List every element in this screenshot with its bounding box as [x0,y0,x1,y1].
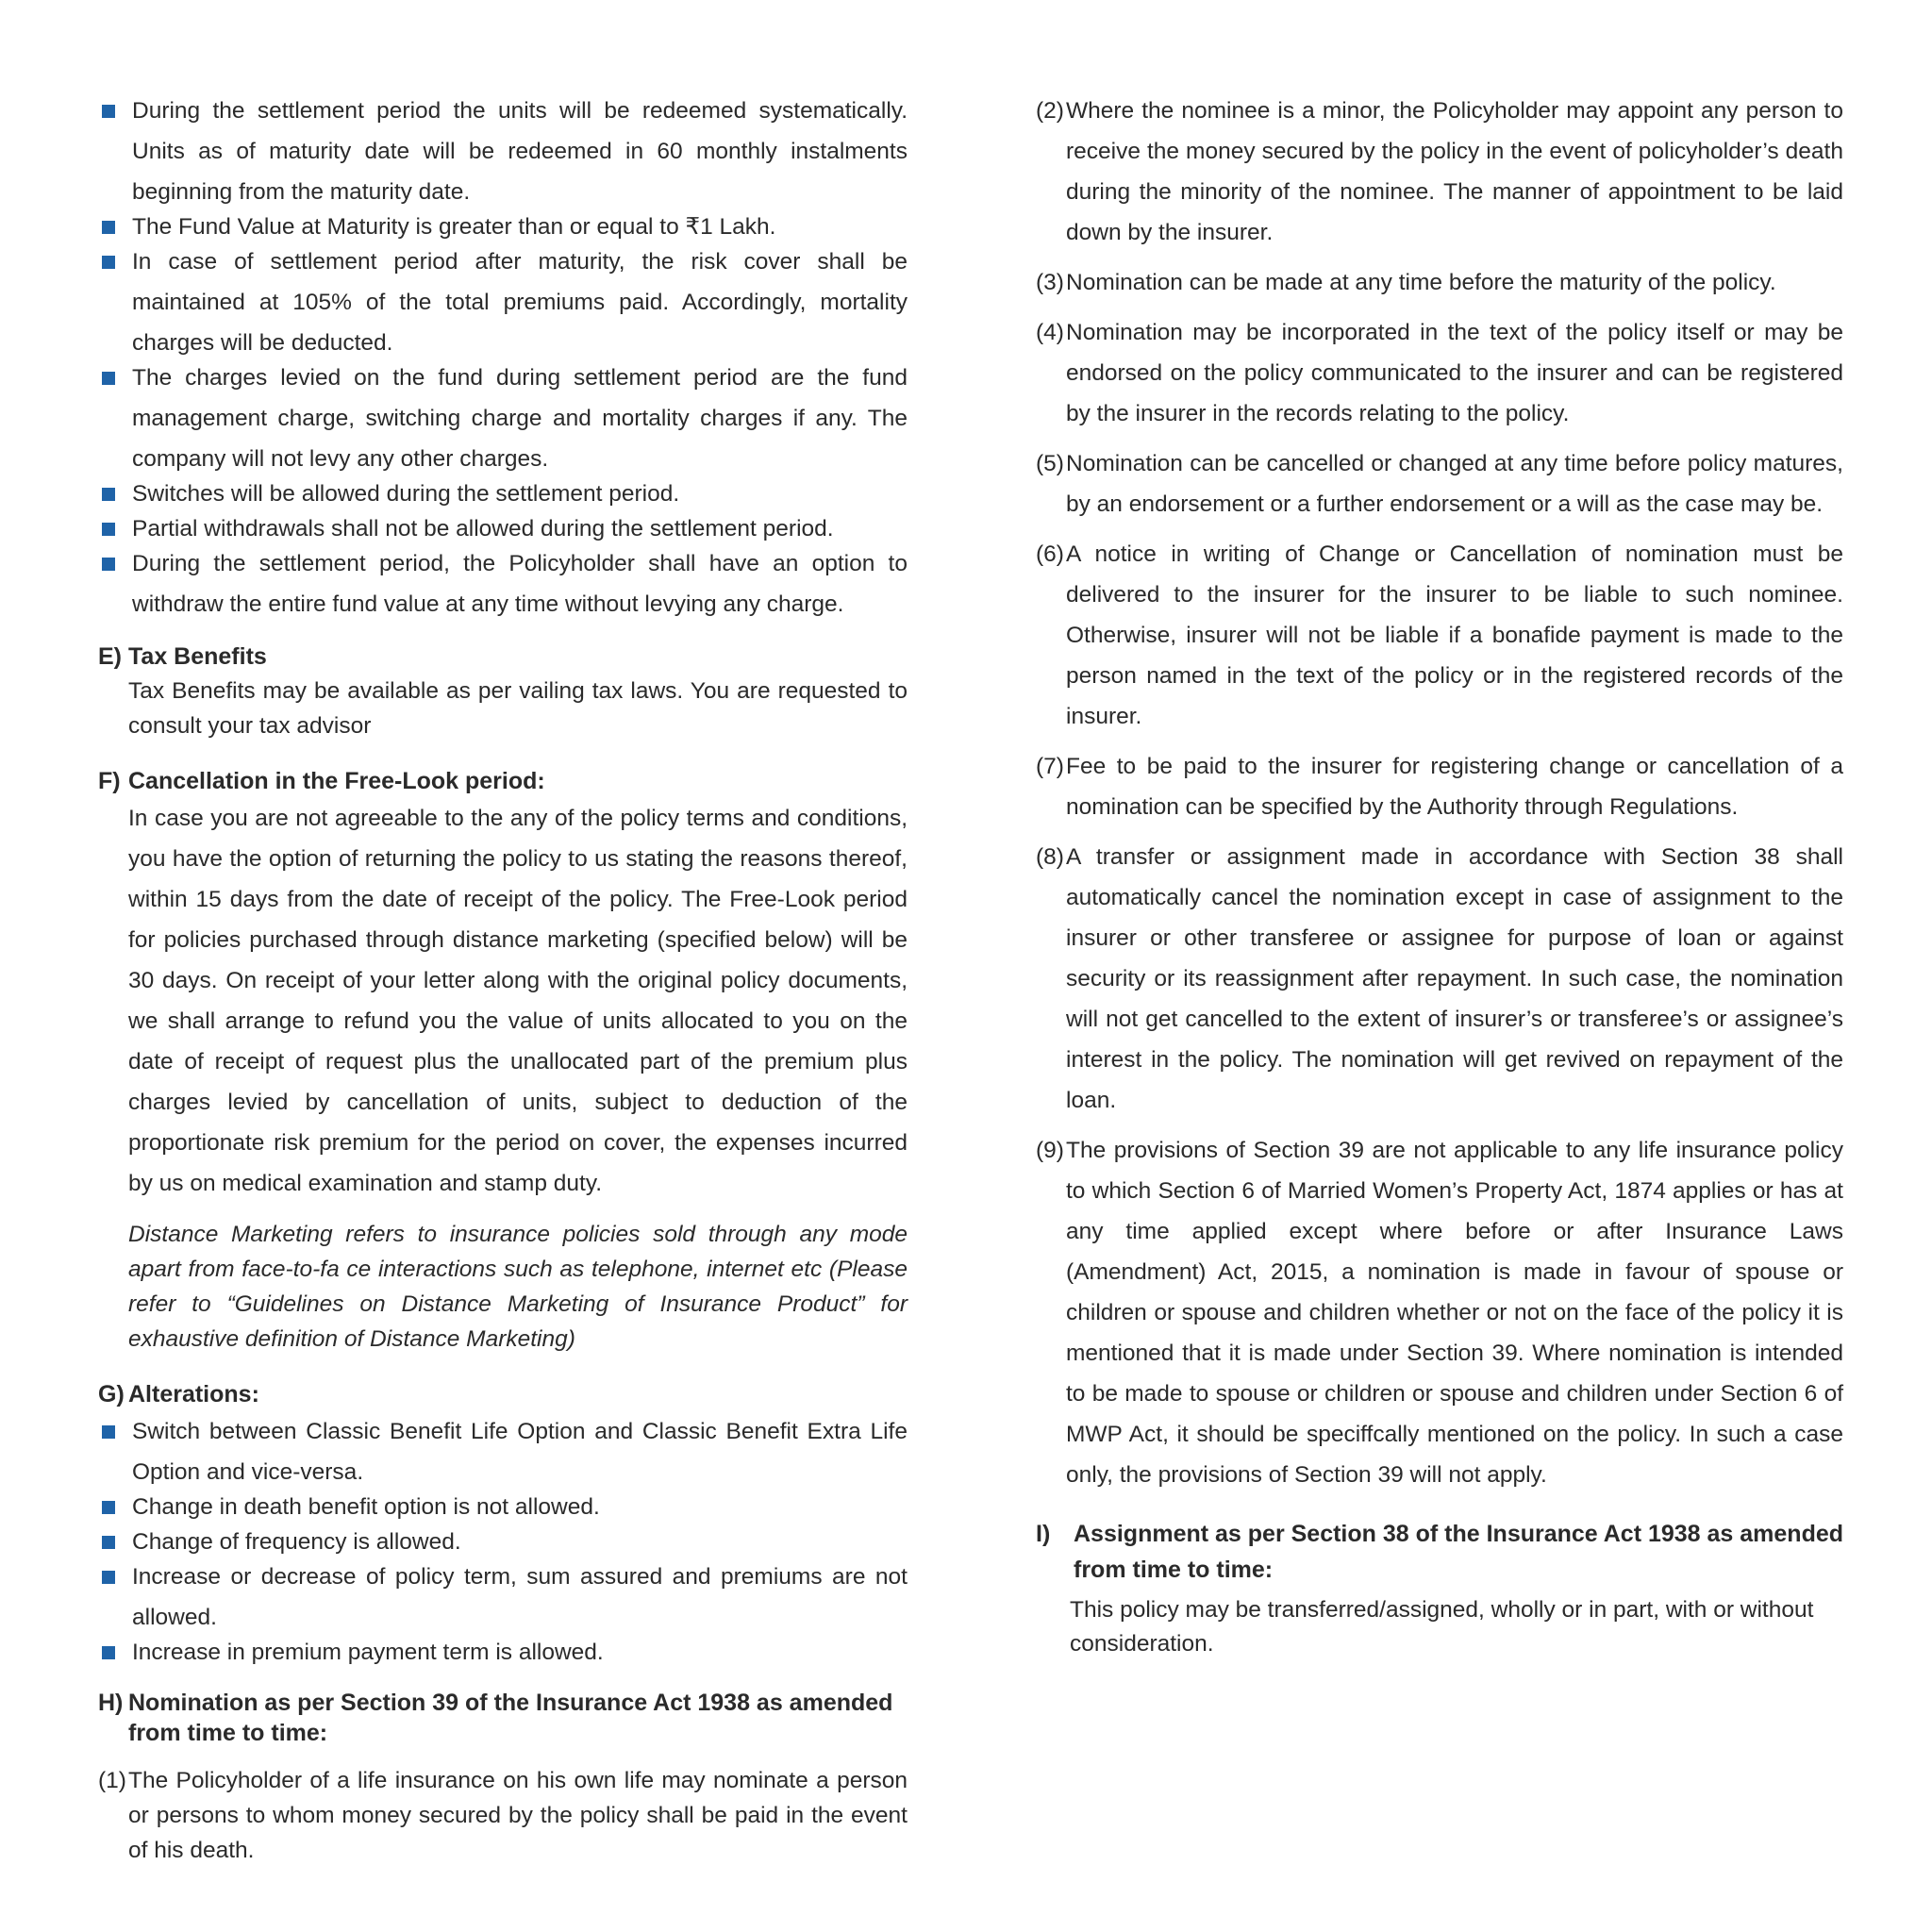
square-bullet-icon [102,558,115,571]
section-f-heading: F) Cancellation in the Free-Look period: [98,764,908,798]
alterations-bullet-list [98,1411,908,1673]
square-bullet-icon [102,1536,115,1549]
list-item: Switch between Classic Benefit Life Option and Classic Benefit Extra Life Option and vice-versa. [98,1411,908,1492]
section-i-heading: I) Assignment as per Section 38 of the Insurance Act 1938 as amended from time to time: [1036,1516,1874,1588]
section-f-body: In case you are not agreeable to the any of the policy terms and conditions, you have the option of returning the policy to us stating the reasons thereof, within 15 days from the date of receipt of the policy. The Free-Look period for policies purchased through distance marketing (specified below) will be 30 days. On receipt of your letter along with the original policy documents, we shall arrange to refund you the value of units allocated to you on the date of receipt of request plus the unallocated part of the premium plus charges levied by cancellation of units, subject to deduction of the proportionate risk premium for the period on cover, the expenses incurred by us on medical examination and stamp duty. [128,806,908,1196]
right-column [1036,91,1874,1661]
section-e-body: Tax Benefits may be available as per vailing tax laws. You are requested to consult your tax advisor [128,678,908,739]
section-i-title: Assignment as per Section 38 of the Insurance Act 1938 as amended from time to time: [1074,1521,1844,1583]
list-item: (6) A notice in writing of Change or Cancellation of nomination must be delivered to the insurer for the insurer to be liable to such nominee. Otherwise, insurer will not be liable if a bonafide payment is made to the person named in the text of the policy or in the registered records of the insurer. [1036,541,1843,729]
list-item: The Fund Value at Maturity is greater than or equal to ₹1 Lakh. [98,207,908,247]
list-item: (8) A transfer or assignment made in accordance with Section 38 shall automatically cancel the nomination except in case of assignment to the insurer or other transferee or assignee for purpose of loan or against security or its reassignment after repayment. In such case, the nomination will not get cancelled to the extent of insurer’s or transferee’s or assignee’s interest in the policy. The nomination will get revived on repayment of the loan. [1036,844,1843,1113]
square-bullet-icon [102,372,115,385]
section-f-title: Cancellation in the Free-Look period: [128,768,545,794]
list-item: Change of frequency is allowed. [98,1522,908,1562]
list-item: (9) The provisions of Section 39 are not applicable to any life insurance policy to which Section 6 of Married Women’s Property Act, 1874 applies or has at any time applied except where before or after Insurance Laws (Amendment) Act, 2015, a nomination is made in favour of spouse or children or spouse and children whether or not on the face of the policy it is mentioned that it is made under Section 39. Where nomination is intended to be made to spouse or children or spouse and children under Section 6 of MWP Act, it should be speciffcally mentioned on the policy. In such a case only, the provisions of Section 39 will not apply. [1036,1138,1843,1488]
square-bullet-icon [102,1571,115,1584]
distance-marketing-note: Distance Marketing refers to insurance policies sold through any mode apart from face-to-fa ce interactions such as telephone, internet etc (Please refer to “Guidelines on Distance Marketing of Insurance Product” for exhaustive definition of Distance Marketing) [128,1222,908,1352]
list-item: (7) Fee to be paid to the insurer for registering change or cancellation of a nomination can be specified by the Authority through Regulations. [1036,754,1843,820]
list-item: Change in death benefit option is not allowed. [98,1487,908,1527]
list-item: During the settlement period the units will be redeemed systematically. Units as of maturity date will be redeemed in 60 monthly instalments beginning from the maturity date. [98,91,908,212]
square-bullet-icon [102,105,115,118]
square-bullet-icon [102,221,115,234]
list-item: (4) Nomination may be incorporated in the text of the policy itself or may be endorsed on the policy communicated to the insurer and can be registered by the insurer in the records relating to the policy. [1036,320,1843,426]
square-bullet-icon [102,1425,115,1439]
list-item: (3) Nomination can be made at any time before the maturity of the policy. [1036,270,1776,295]
square-bullet-icon [102,488,115,501]
section-h-heading: H) Nomination as per Section 39 of the Insurance Act 1938 as amended from time to time: [98,1688,908,1748]
section-h-title: Nomination as per Section 39 of the Insurance Act 1938 as amended from time to time: [128,1690,893,1746]
list-item: In case of settlement period after maturity, the risk cover shall be maintained at 105% of the total premiums paid. Accordingly, mortality charges will be deducted. [98,242,908,363]
list-item: Increase or decrease of policy term, sum assured and premiums are not allowed. [98,1557,908,1638]
section-g-title: Alterations: [128,1381,259,1407]
square-bullet-icon [102,256,115,269]
square-bullet-icon [102,1646,115,1659]
list-item: Increase in premium payment term is allowed. [98,1632,908,1673]
square-bullet-icon [102,1501,115,1514]
section-i-body: This policy may be transferred/assigned, wholly or in part, with or without consideration. [1070,1597,1814,1657]
list-item: (2) Where the nominee is a minor, the Policyholder may appoint any person to receive the money secured by the policy in the event of policyholder’s death during the minority of the nominee. The manner of appointment to be laid down by the insurer. [1036,98,1843,245]
section-g-heading: G) Alterations: [98,1377,908,1411]
list-item: The charges levied on the fund during settlement period are the fund management charge, switching charge and mortality charges if any. The company will not levy any other charges. [98,358,908,479]
settlement-bullet-list [98,91,908,625]
square-bullet-icon [102,523,115,536]
list-item: (5) Nomination can be cancelled or changed at any time before policy matures, by an endorsement or a further endorsement or a will as the case may be. [1036,451,1843,517]
nomination-list [1036,91,1843,1495]
nomination-list-start [98,1763,908,1868]
section-e-title: Tax Benefits [128,643,267,670]
left-column [98,91,908,1877]
list-item: During the settlement period, the Policyholder shall have an option to withdraw the entire fund value at any time without levying any charge. [98,543,908,625]
section-e-heading: E) Tax Benefits [98,640,908,674]
list-item: (1) The Policyholder of a life insurance on his own life may nominate a person or persons to whom money secured by the policy shall be paid in the event of his death. [98,1768,908,1863]
list-item: Partial withdrawals shall not be allowed during the settlement period. [98,508,908,549]
list-item: Switches will be allowed during the settlement period. [98,474,908,514]
